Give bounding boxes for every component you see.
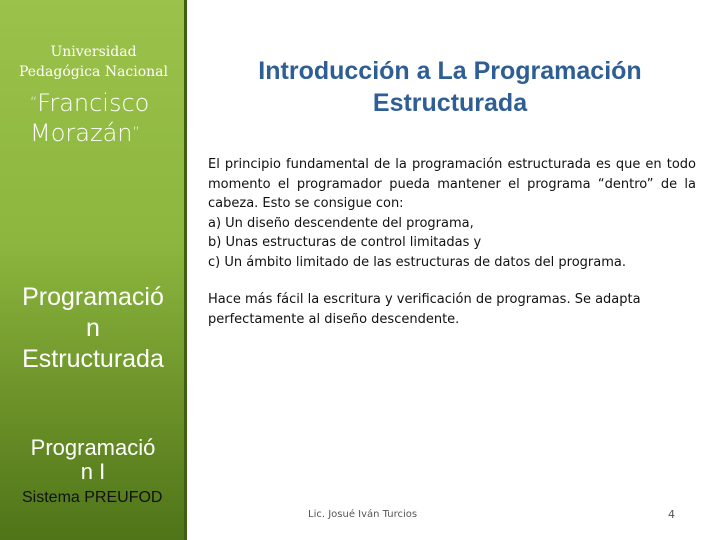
slide-title-line-2: Estructurada xyxy=(372,89,528,117)
open-quote: “ xyxy=(30,95,38,111)
course-topic-label xyxy=(4,282,182,375)
course-topic-line-1: Programació xyxy=(22,283,164,311)
francisco-morazan xyxy=(30,88,185,148)
list-item: c) Un ámbito limitado de las estructuras de datos del programa. xyxy=(208,254,626,270)
system-label: Sistema PREUFOD xyxy=(22,489,163,506)
course-name-label xyxy=(18,436,168,484)
course-topic-line-3: Estructurada xyxy=(22,345,164,373)
slide-body xyxy=(208,155,696,329)
course-name-line-1: Programació xyxy=(30,435,156,460)
page-number: 4 xyxy=(668,508,675,521)
course-name-line-2: n I xyxy=(80,459,106,484)
morazan-word: Morazán xyxy=(30,119,133,147)
francisco-word: Francisco xyxy=(37,89,150,117)
slide-title xyxy=(215,55,685,119)
university-line-1: Universidad xyxy=(50,44,137,60)
list-item: b) Unas estructuras de control limitadas y xyxy=(208,235,482,250)
university-name xyxy=(6,42,181,82)
close-quote: ” xyxy=(132,125,140,141)
course-topic-line-2: n xyxy=(86,314,100,342)
footer-author: Lic. Josué Iván Turcios xyxy=(308,509,418,520)
sidebar-divider xyxy=(184,0,187,540)
university-line-2: Pedagógica Nacional xyxy=(18,64,169,80)
body-list xyxy=(208,214,696,273)
slide-title-line-1: Introducción a La Programación xyxy=(258,57,642,85)
list-item: a) Un diseño descendente del programa, xyxy=(208,215,474,231)
body-paragraph-1: El principio fundamental de la programación estructurada es que en todo momento el programador pueda mantener el programa “dentro” de la cabeza. Esto se consigue con: xyxy=(208,157,696,211)
body-paragraph-2: Hace más fácil la escritura y verificación de programas. Se adapta perfectamente al diseño descendente. xyxy=(208,292,641,327)
